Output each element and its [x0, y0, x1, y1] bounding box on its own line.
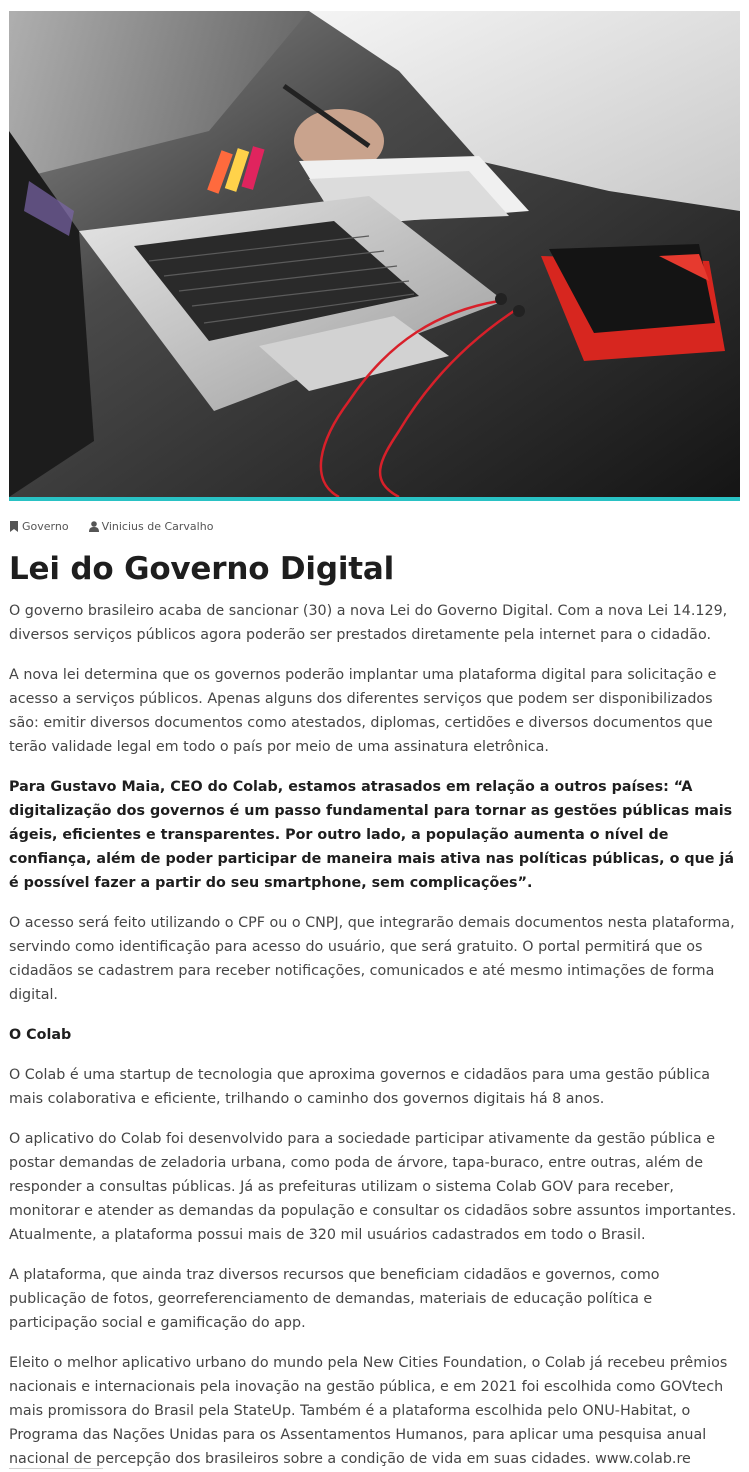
paragraph: Eleito o melhor aplicativo urbano do mundo pela New Cities Foundation, o Colab já recebeu prêmios nacionais e internacionais pela inovação na gestão pública, e em 2021 foi escolhida como GOVtech mais promissora do Brasil pela StateUp. Também é a plataforma escolhida pelo ONU-Habitat, o Programa das Nações Unidas para os Assentamentos Humanos, para aplicar uma pesquisa anual nacional de percepção dos brasileiros sobre a condição de vida em suas cidades. www.colab.re — [9, 1355, 728, 1467]
user-icon — [89, 521, 99, 532]
featured-image — [9, 11, 740, 497]
paragraph: A plataforma, que ainda traz diversos recursos que beneficiam cidadãos e governos, como publicação de fotos, georreferenciamento de demandas, materiais de educação política e participação social e gamificação do app. — [9, 1267, 660, 1331]
category-label: Governo — [22, 519, 69, 533]
bookmark-icon — [9, 521, 19, 532]
post-meta — [9, 517, 233, 535]
author-label: Vinicius de Carvalho — [101, 519, 214, 533]
paragraph: O Colab é uma startup de tecnologia que aproxima governos e cidadãos para uma gestão pública mais colaborativa e eficiente, trilhando o caminho dos governos digitais há 8 anos. — [9, 1067, 711, 1107]
article-body — [9, 599, 741, 1472]
hero-accent-rule — [9, 497, 740, 501]
page-title: Lei do Governo Digital — [9, 551, 395, 587]
quote-paragraph: Para Gustavo Maia, CEO do Colab, estamos atrasados em relação a outros países: “A digitalização dos governos é um passo fundamental para tornar as gestões públicas mais ágeis, eficientes e transparentes. Por outro lado, a população aumenta o nível de confiança, além de poder participar de maneira mais ativa nas políticas públicas, o que já é possível fazer a partir do seu smartphone, sem complicações”. — [9, 779, 735, 891]
section-heading: O Colab — [9, 1027, 72, 1043]
paragraph: O governo brasileiro acaba de sancionar (30) a nova Lei do Governo Digital. Com a nova Lei 14.129, diversos serviços públicos agora poderão ser prestados diretamente pela internet para o cidadão. — [9, 603, 728, 643]
paragraph: O acesso será feito utilizando o CPF ou o CNPJ, que integrarão demais documentos nesta plataforma, servindo como identificação para acesso do usuário, que será gratuito. O portal permitirá que os cidadãos se cadastrem para receber notificações, comunicados e até mesmo intimações de forma digital. — [9, 915, 735, 1003]
author-link[interactable] — [89, 520, 214, 533]
paragraph: A nova lei determina que os governos poderão implantar uma plataforma digital para solicitação e acesso a serviços públicos. Apenas alguns dos diferentes serviços que podem ser disponibilizados são: emitir diversos documentos como atestados, diplomas, certidões e diversos documentos que terão validade legal em todo o país por meio de uma assinatura eletrônica. — [9, 667, 717, 755]
paragraph: O aplicativo do Colab foi desenvolvido para a sociedade participar ativamente da gestão pública e postar demandas de zeladoria urbana, como poda de árvore, tapa-buraco, entre outras, além de responder a consultas públicas. Já as prefeituras utilizam o sistema Colab GOV para receber, monitorar e atender as demandas da população e consultar os cidadãos sobre assuntos importantes. Atualmente, a plataforma possui mais de 320 mil usuários cadastrados em todo o Brasil. — [9, 1131, 737, 1243]
divider — [9, 1468, 103, 1469]
category-link[interactable] — [9, 520, 69, 533]
